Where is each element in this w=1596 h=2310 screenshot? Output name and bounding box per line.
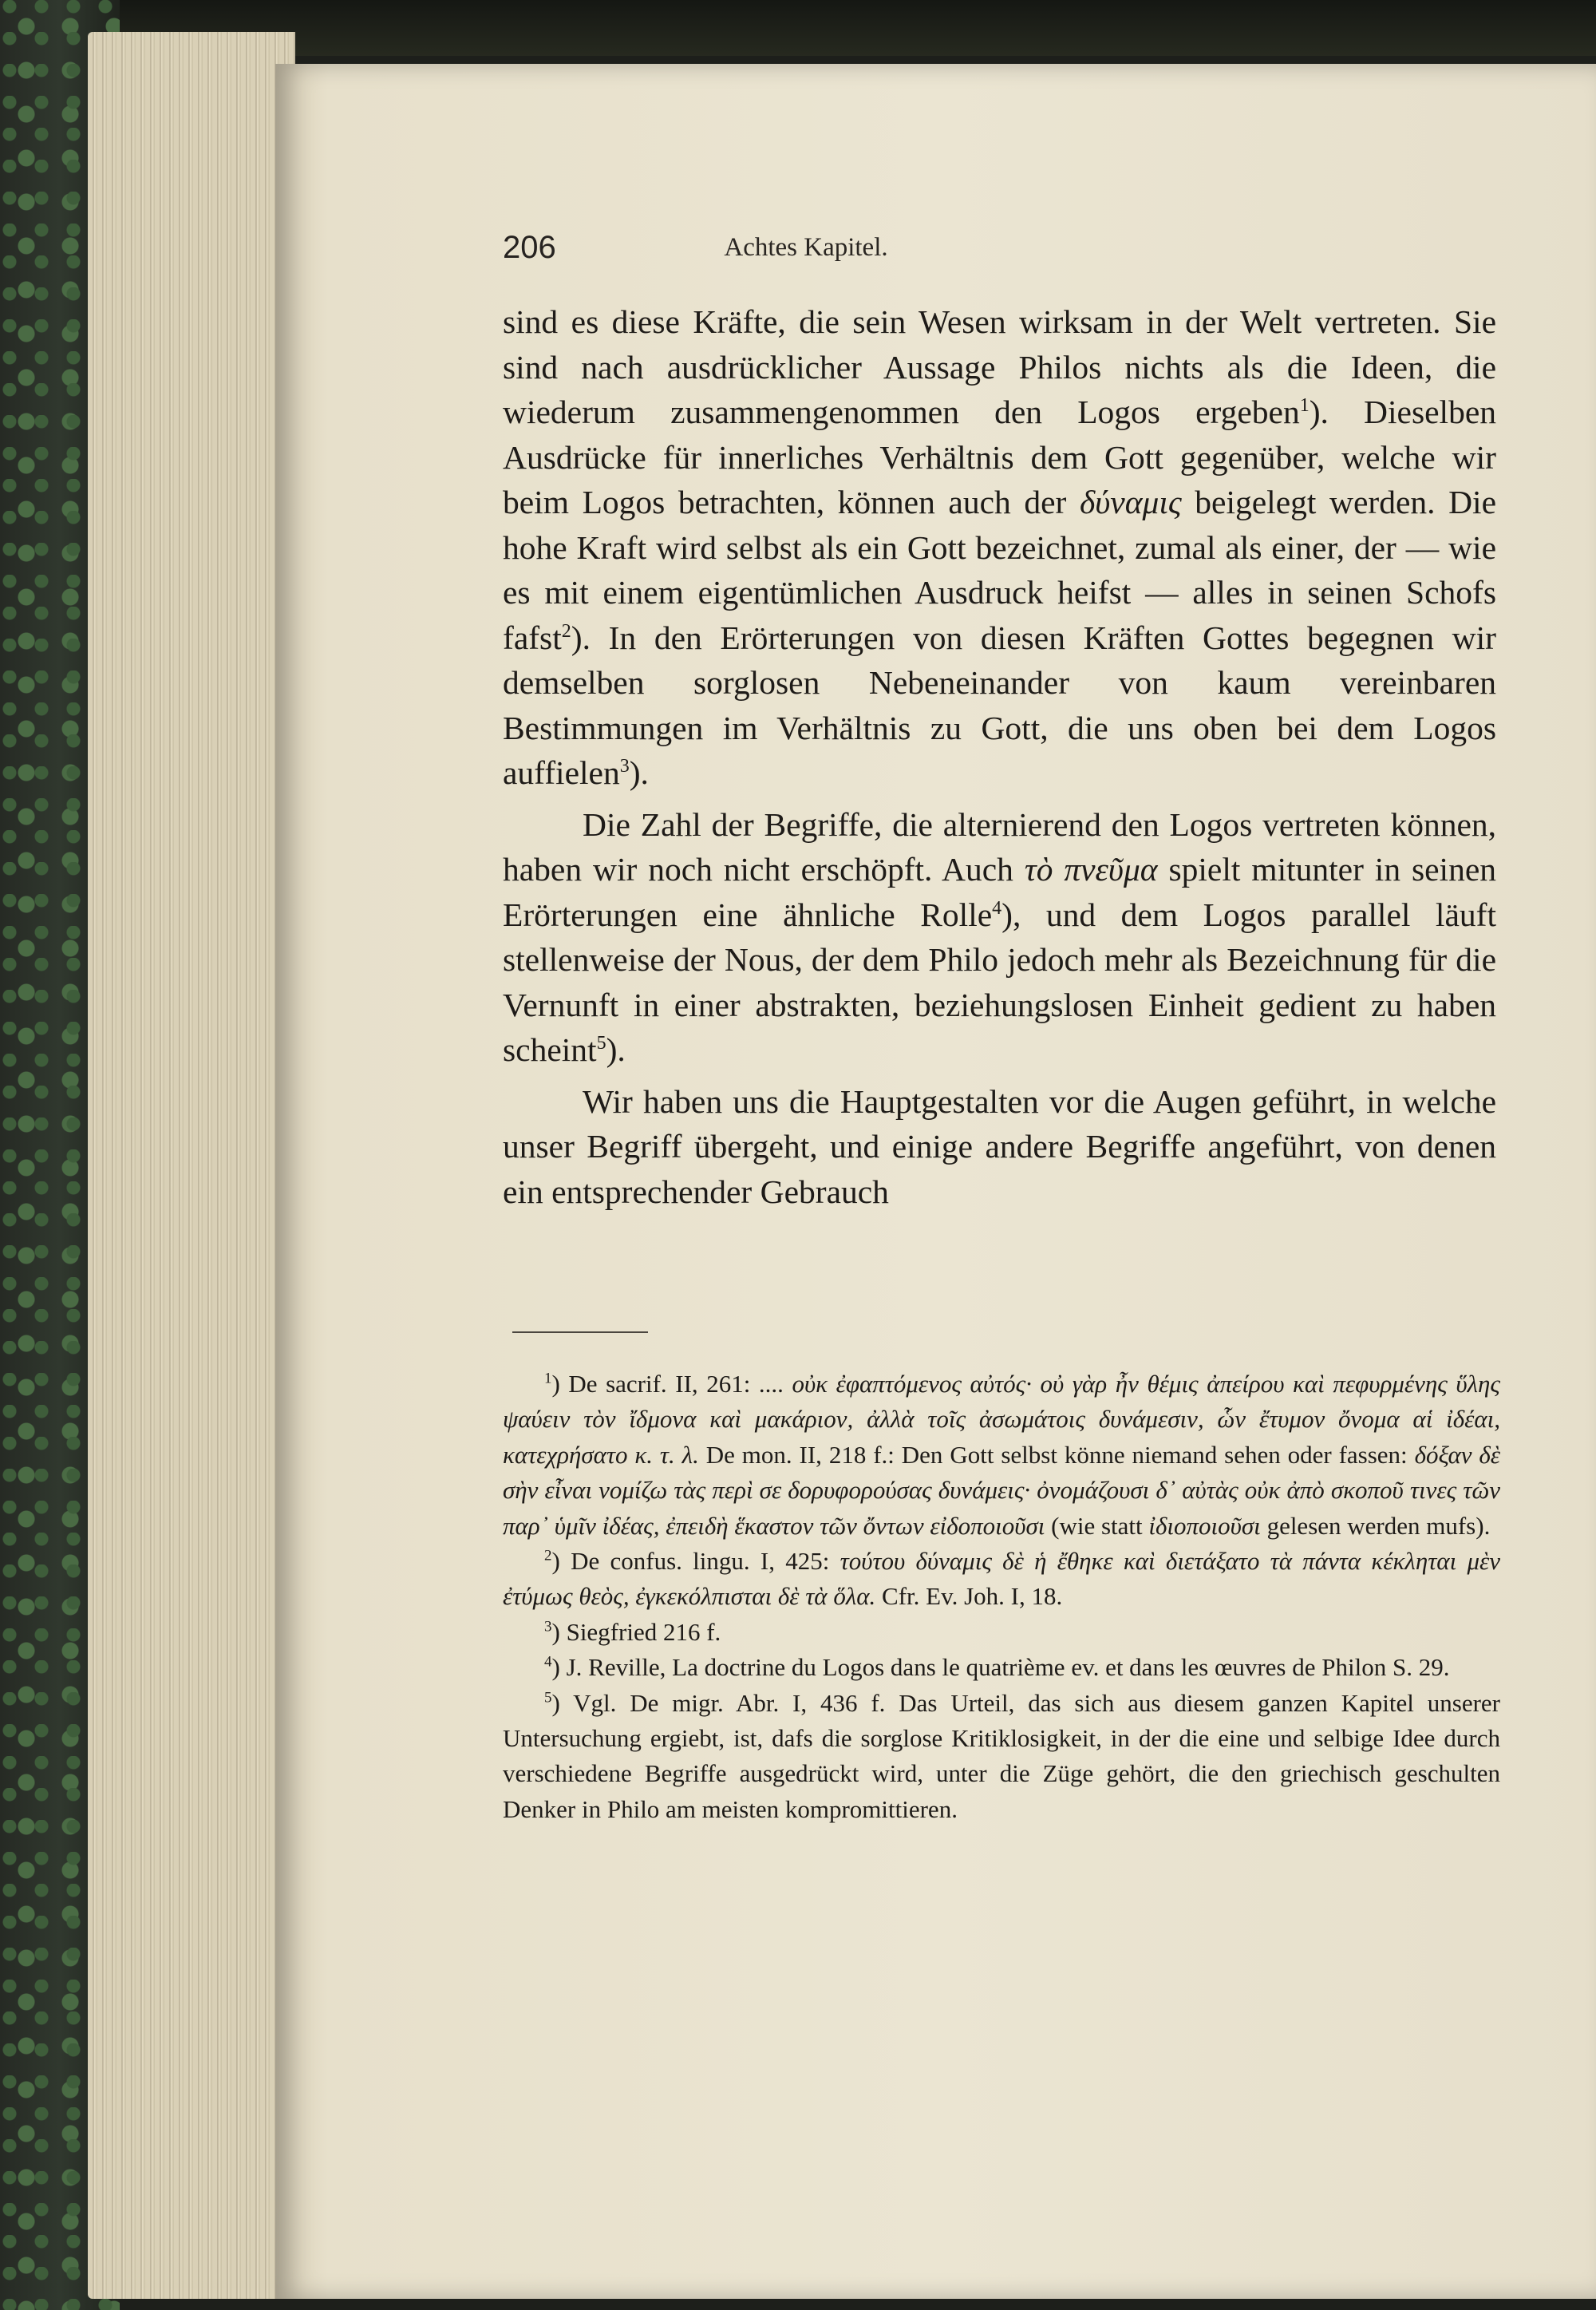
footnote-ref: 3 xyxy=(619,756,630,777)
text-run: ). Dieselben Ausdrücke für innerliches Verhältnis dem Gott gegenüber, welche wir beim Logos betrachten, können auch der xyxy=(503,394,1496,520)
footnote-ref: 5 xyxy=(596,1033,606,1054)
main-text xyxy=(503,299,1496,1214)
footnote-ref: 1 xyxy=(1299,395,1310,417)
text-run: beigelegt werden. Die hohe Kraft wird selbst als ein Gott bezeichnet, zumal als einer, der — wie es mit einem eigentümlichen Ausdruck heifst — alles in seinen Schofs fafst xyxy=(503,484,1496,656)
text-run: De mon. II, 218 f.: Den Gott selbst könne niemand sehen oder fassen: xyxy=(698,1440,1415,1469)
page-header xyxy=(503,230,1109,278)
text-run: (wie statt xyxy=(1045,1511,1149,1540)
paragraph-3 xyxy=(503,1079,1496,1215)
text-run: ) De confus. lingu. I, 425: xyxy=(551,1547,840,1576)
footnote-ref: 2 xyxy=(561,620,571,642)
footnote-ref: 4 xyxy=(992,897,1002,919)
text-run: ). xyxy=(606,1031,626,1068)
footnote-4 xyxy=(503,1650,1500,1685)
page-stack-edge xyxy=(88,32,295,2299)
running-title: Achtes Kapitel. xyxy=(724,233,888,262)
footnote-divider xyxy=(512,1331,648,1333)
footnote-mark: 3 xyxy=(544,1618,552,1636)
greek-quote: τούτου δύναμις δὲ ἡ ἔθηκε καὶ διετάξατο τὰ πάντα κέκληται μὲν ἐτύμως θεὸς, ἐγκεκόλπισται δὲ τὰ ὅλα. xyxy=(503,1547,1500,1611)
text-run: ) De sacrif. II, 261: .... xyxy=(551,1370,792,1398)
footnote-mark: 1 xyxy=(544,1370,552,1387)
paragraph-2 xyxy=(503,802,1496,1073)
text-run: ). In den Erörterungen von diesen Kräften Gottes begegnen wir demselben sorglosen Nebeneinander von kaum vereinbaren Bestimmungen im Verhältnis zu Gott, die uns oben bei dem Logos auffielen xyxy=(503,619,1496,791)
footnote-mark: 4 xyxy=(544,1653,552,1671)
page-number: 206 xyxy=(503,230,556,265)
text-run: ), und dem Logos parallel läuft stellenweise der Nous, der dem Philo jedoch mehr als Bezeichnung für die Vernunft in einer abstrakten, beziehungslosen Einheit gedient zu haben scheint xyxy=(503,896,1496,1068)
text-run: ) Vgl. De migr. Abr. I, 436 f. Das Urteil, das sich aus diesem ganzen Kapitel unserer Untersuchung ergiebt, ist, dafs die sorglose Kritiklosigkeit, in der die eine und selbige Idee durch verschiedene Begriffe ausgedrückt wird, unter die Züge gehört, die den griechisch geschulten Denker in Philo am meisten kompromittieren. xyxy=(503,1688,1500,1823)
greek-quote: οὐκ ἐφαπτόμενος αὐτός· οὐ γὰρ ἦν θέμις ἀπείρου καὶ πεφυρμένης ὕλης ψαύειν τὸν ἴδμονα καὶ μακάριον, ἀλλὰ τοῖς ἀσωμάτοις δυνάμεσιν, ὧν ἔτυμον ὄνομα αἱ ἰδέαι, κατεχρήσατο κ. τ. λ. xyxy=(503,1370,1500,1469)
greek-term: δύναμις xyxy=(1079,484,1182,520)
text-run: ) Siegfried 216 f. xyxy=(551,1617,721,1646)
text-run: spielt mitunter in seinen Erörterungen eine ähnliche Rolle xyxy=(503,851,1496,933)
text-run: gelesen werden mufs). xyxy=(1260,1511,1491,1540)
footnote-1 xyxy=(503,1367,1500,1544)
text-run: ) J. Reville, La doctrine du Logos dans le quatrième ev. et dans les œuvres de Philon S. 29. xyxy=(551,1653,1450,1682)
greek-term: ἰδιοποιοῦσι xyxy=(1148,1511,1261,1540)
text-run: Cfr. Ev. Joh. I, 18. xyxy=(875,1582,1063,1611)
text-run: ). xyxy=(629,754,649,791)
footnote-2 xyxy=(503,1544,1500,1615)
footnote-5 xyxy=(503,1686,1500,1828)
footnotes xyxy=(503,1367,1500,1827)
greek-term: τὸ πνεῦμα xyxy=(1024,851,1158,888)
text-run: sind es diese Kräfte, die sein Wesen wirksam in der Welt vertreten. Sie sind nach ausdrücklicher Aussage Philos nichts als die Ideen, die wiederum zusammengenommen den Logos ergeben xyxy=(503,303,1496,430)
footnote-mark: 2 xyxy=(544,1547,552,1564)
text-run: Die Zahl der Begriffe, die alternierend den Logos vertreten können, haben wir noch nicht erschöpft. Auch xyxy=(503,805,1496,888)
footnote-mark: 5 xyxy=(544,1689,552,1707)
text-run: Wir haben uns die Hauptgestalten vor die Augen geführt, in welche unser Begriff übergeht, und einige andere Begriffe angeführt, von denen ein entsprechender Gebrauch xyxy=(503,1082,1496,1210)
paragraph-1 xyxy=(503,299,1496,796)
footnote-3 xyxy=(503,1615,1500,1650)
greek-quote: δόξαν δὲ σὴν εἶναι νομίζω τὰς περὶ σε δορυφορούσας δυνάμεις· ὀνομάζουσι δ᾽ αὐτὰς οὐκ ἀπὸ σκοποῦ τινες τῶν παρ᾽ ὑμῖν ἰδέας, ἐπειδὴ ἕκαστον τῶν ὄντων εἰδοποιοῦσι xyxy=(503,1440,1500,1540)
